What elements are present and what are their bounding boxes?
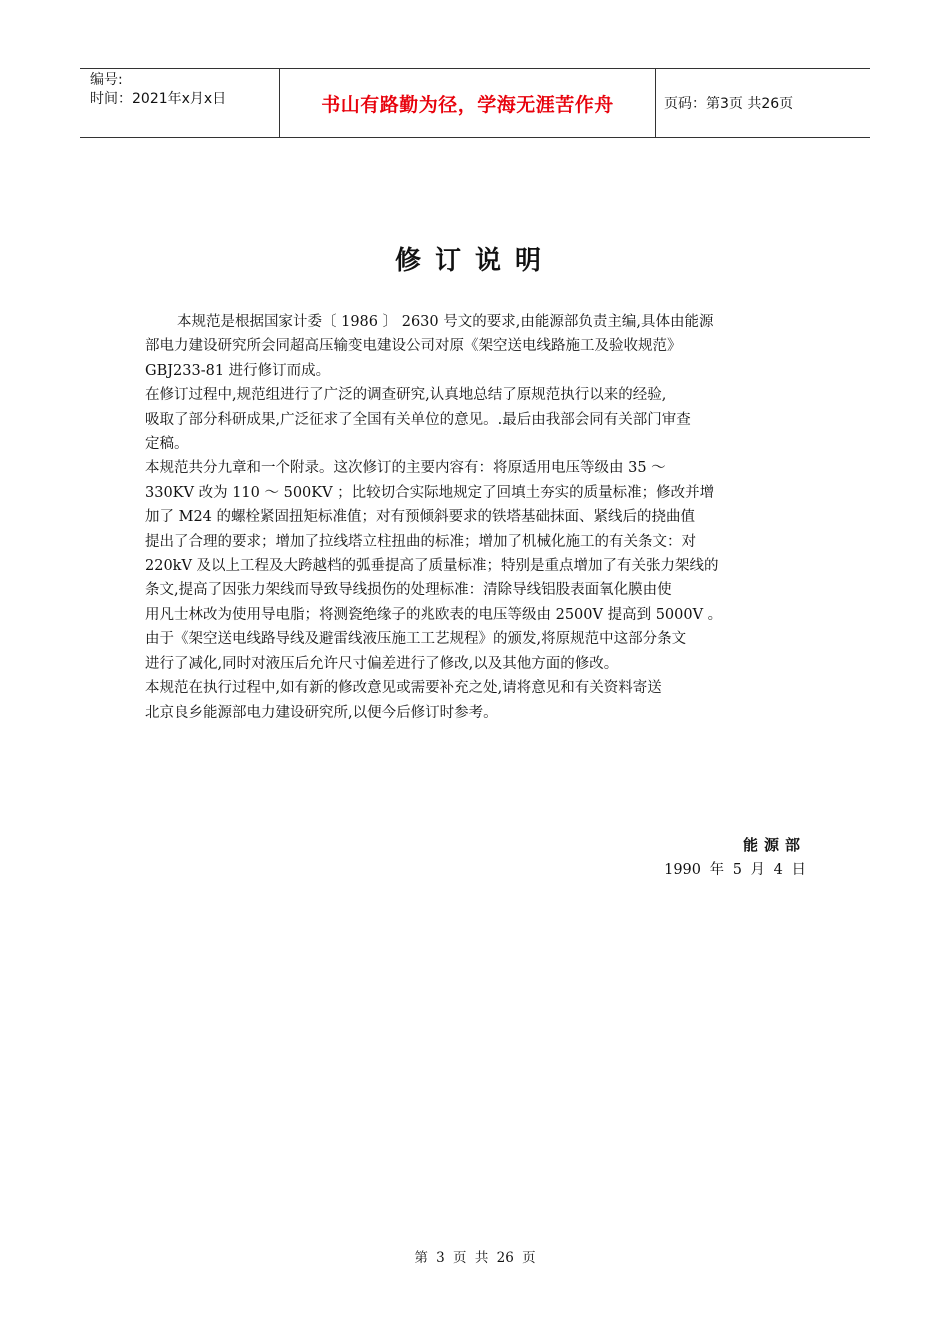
body-line: 330KV 改为 110 ～ 500KV ；比较切合实际地规定了回填土夯实的质量标准；修改并增 [145,484,715,501]
body-line: GBJ233-81 进行修订而成。 [145,362,331,379]
body-line: 本规范共分九章和一个附录。这次修订的主要内容有：将原适用电压等级由 35 ～ [145,460,666,477]
body-line: 吸取了部分科研成果,广泛征求了全国有关单位的意见。.最后由我部会同有关部门审查 [145,411,691,428]
header-motto: 书山有路勤为径，学海无涯苦作舟 [280,69,656,137]
body-line: 220kV 及以上工程及大跨越档的弧垂提高了质量标准；特别是重点增加了有关张力架线的 [145,558,719,575]
body-line: 加了 M24 的螺栓紧固扭矩标准值；对有预倾斜要求的铁塔基础抹面、紧线后的挠曲值 [145,509,696,526]
body-line: 用凡士林改为使用导电脂；将测瓷绝缘子的兆欧表的电压等级由 2500V 提高到 5000V 。 [145,606,723,623]
body-line: 进行了减化,同时对液压后允许尺寸偏差进行了修改,以及其他方面的修改。 [145,655,619,672]
body-line: 由于《架空送电线路导线及避雷线液压施工工艺规程》的颁发,将原规范中这部分条文 [145,631,687,648]
document-title: 修订说明 [394,246,555,276]
document-body [145,310,825,725]
body-line: 本规范是根据国家计委〔 1986 〕 2630 号文的要求,由能源部负责主编,具体由能源 [177,314,714,330]
body-line: 在修订过程中,规范组进行了广泛的调查研究,认真地总结了原规范执行以来的经验, [145,387,667,404]
body-line: 部电力建设研究所会同超高压输变电建设公司对原《架空送电线路施工及验收规范》 [145,338,682,355]
page-header-table [80,68,870,138]
body-line: 提出了合理的要求；增加了拉线塔立柱扭曲的标准；增加了机械化施工的有关条文：对 [145,533,696,550]
signature-organization: 能源部 [742,836,806,854]
body-line: 定稿。 [145,436,189,453]
page-footer: 第 3 页 共 26 页 [414,1250,536,1266]
body-line: 条文,提高了因张力架线而导致导线损伤的处理标准：清除导线铝股表面氧化膜由使 [145,582,672,599]
time-label: 时间：2021年x月x日 [90,91,227,107]
serial-number-label: 编号: [90,72,123,88]
header-page-info: 页码：第3页 共26页 [664,96,794,112]
header-meta-cell [80,69,280,137]
body-line: 本规范在执行过程中,如有新的修改意见或需要补充之处,请将意见和有关资料寄送 [145,680,662,697]
body-line: 北京良乡能源部电力建设研究所,以便今后修订时参考。 [145,704,498,721]
signature-date: 1990 年 5 月 4 日 [664,862,806,878]
